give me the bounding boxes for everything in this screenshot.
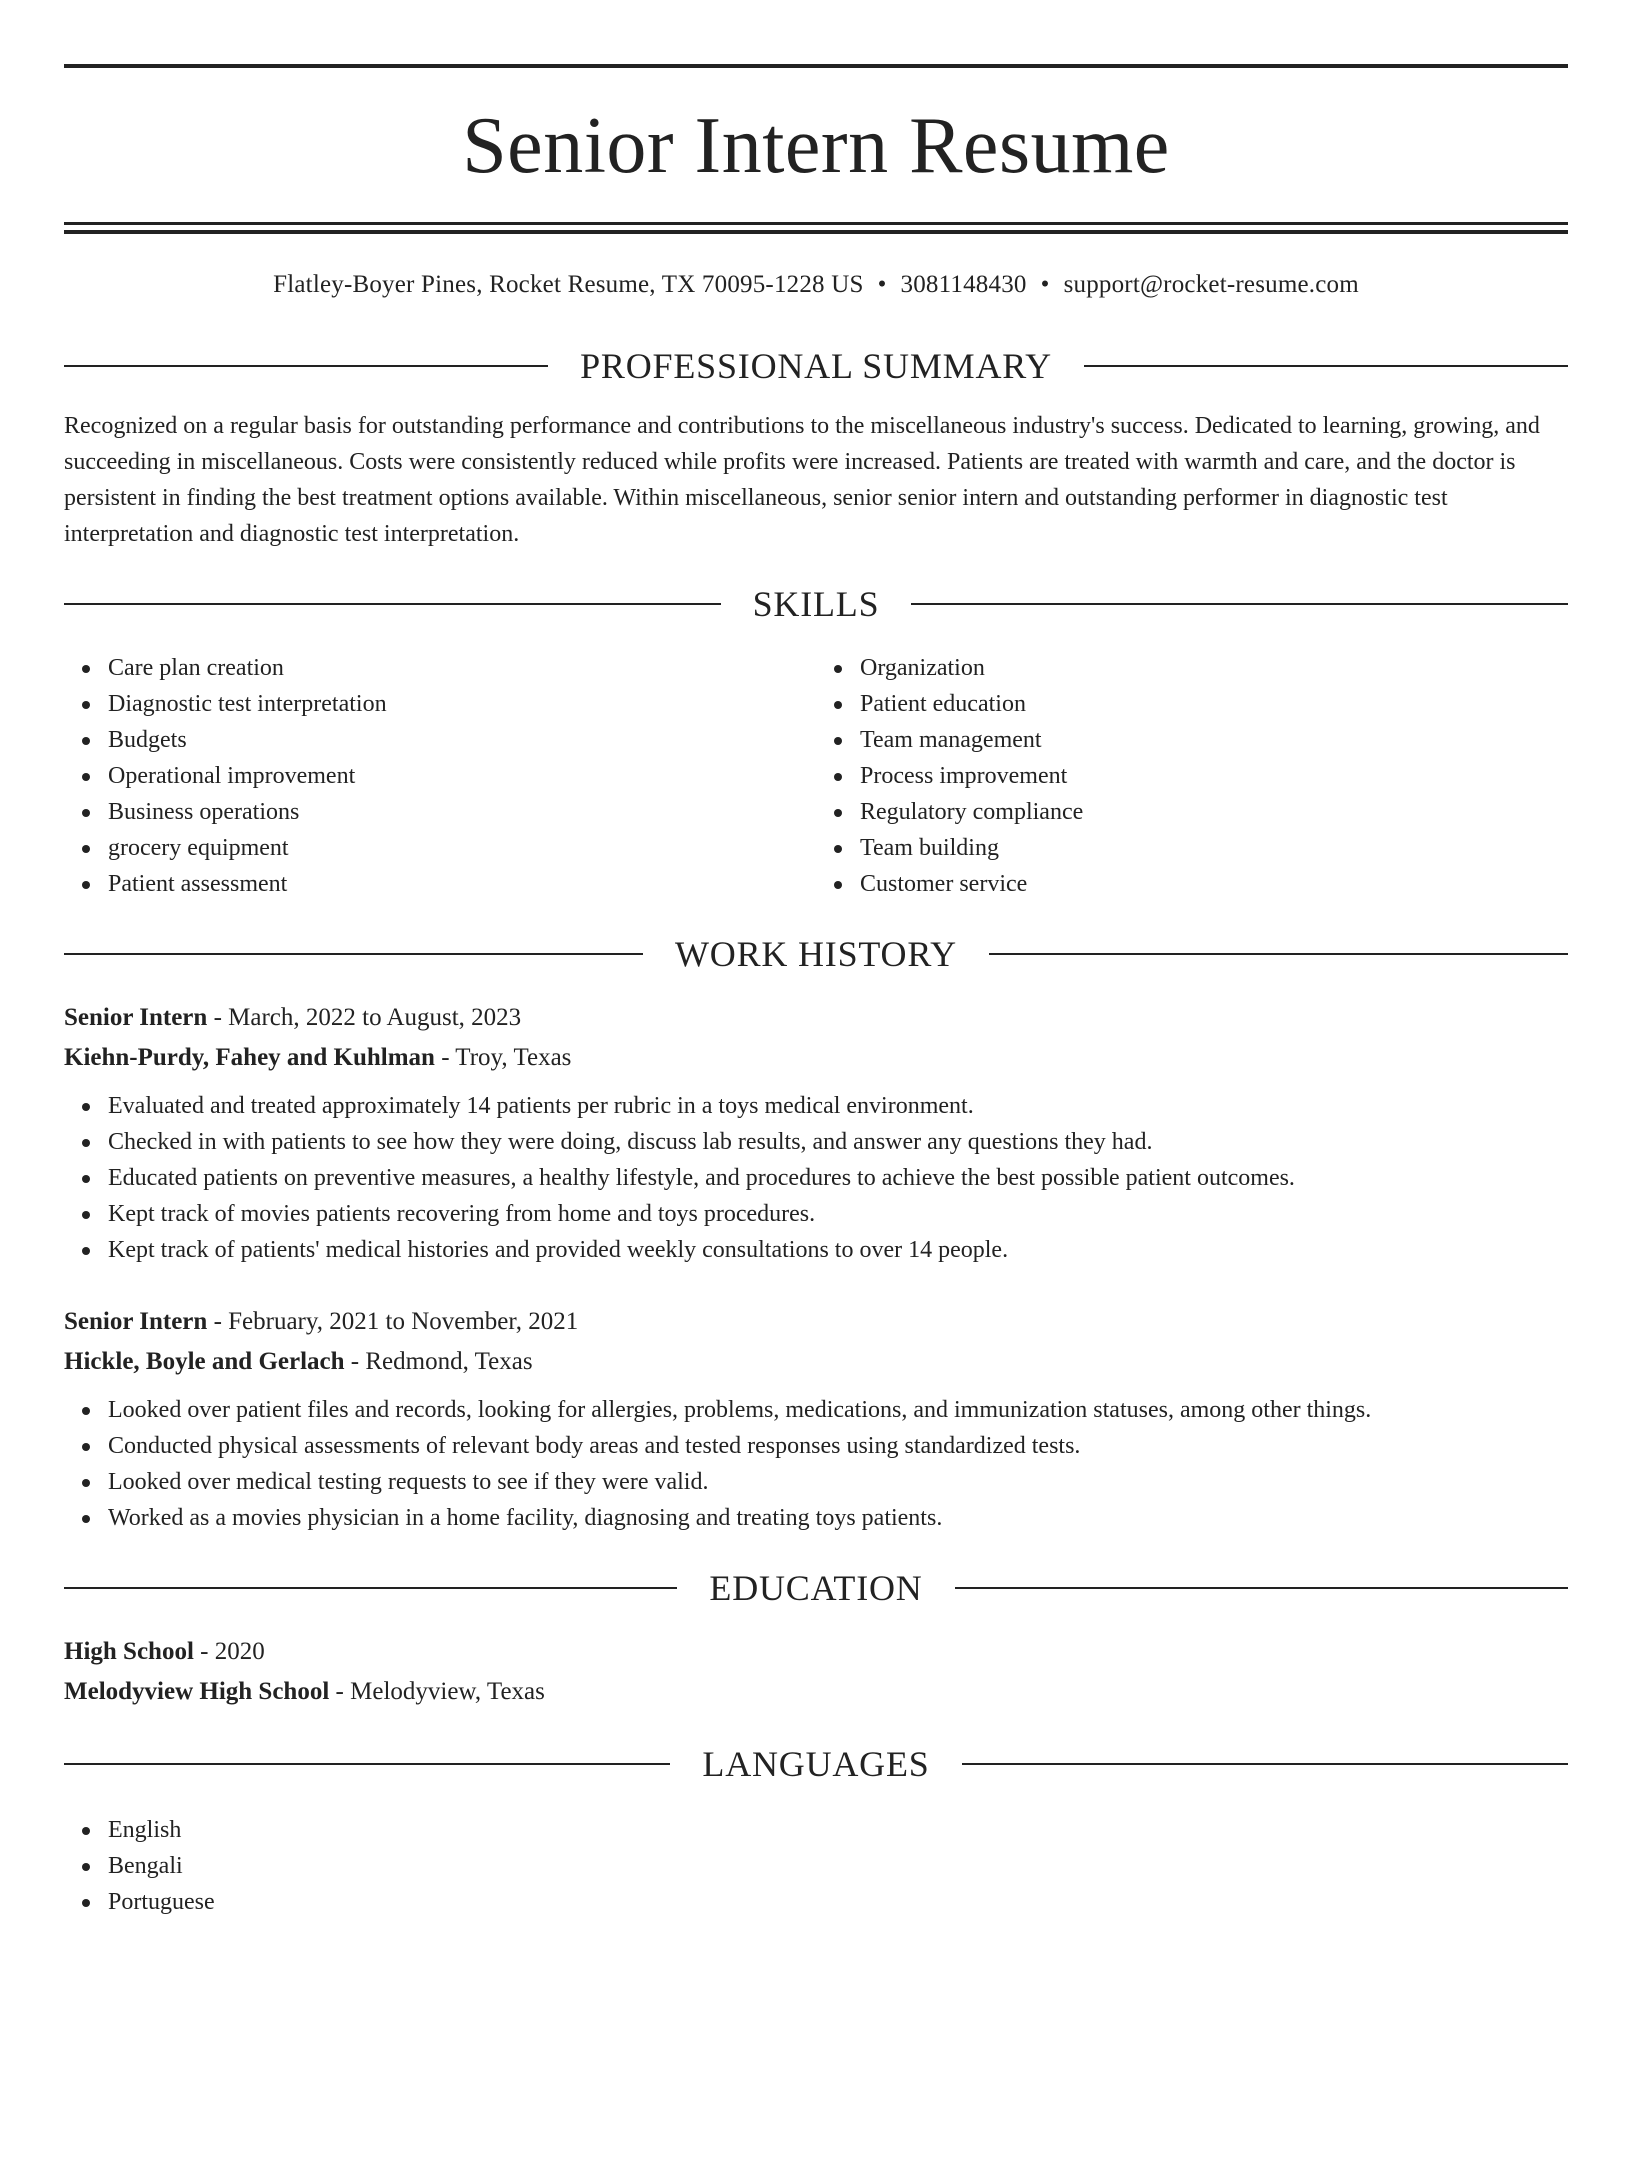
heading-rule-left bbox=[64, 365, 548, 367]
section-title: EDUCATION bbox=[709, 1568, 923, 1608]
summary-text: Recognized on a regular basis for outstanding performance and contributions to the miscellaneous industry's success. Dedicated to learning, growing, and succeeding in miscellaneous. Costs were consistently reduced while profits were increased. Patients are treated with warmth and care, and the doctor is persistent in finding the best treatment options available. Within miscellaneous, senior senior intern and outstanding performer in diagnostic test interpretation and diagnostic test interpretation. bbox=[64, 413, 1540, 547]
job-role-line bbox=[64, 998, 1568, 1038]
job-role: Senior Intern bbox=[64, 1308, 208, 1335]
education-school: Melodyview High School bbox=[64, 1678, 330, 1705]
skills-columns bbox=[64, 650, 1568, 902]
skill-item: Organization bbox=[860, 650, 1568, 686]
language-item: English bbox=[108, 1812, 1568, 1848]
section-title: LANGUAGES bbox=[702, 1744, 930, 1784]
skill-item: Operational improvement bbox=[108, 758, 816, 794]
section-title: SKILLS bbox=[752, 584, 880, 624]
section-heading-work-history bbox=[64, 932, 1568, 976]
job-duty: Worked as a movies physician in a home facility, diagnosing and treating toys patients. bbox=[108, 1500, 1568, 1536]
section-heading-skills bbox=[64, 582, 1568, 626]
section-heading-summary bbox=[64, 344, 1568, 388]
contact-email[interactable]: support@rocket-resume.com bbox=[1063, 271, 1359, 298]
job-company-line bbox=[64, 1038, 1568, 1078]
section-title: PROFESSIONAL SUMMARY bbox=[580, 346, 1052, 386]
skill-item: Team building bbox=[860, 830, 1568, 866]
job-role-line bbox=[64, 1302, 1568, 1342]
job-location: - Troy, Texas bbox=[434, 1044, 572, 1071]
section-heading-languages bbox=[64, 1742, 1568, 1786]
resume-page bbox=[0, 64, 1632, 2176]
contact-phone[interactable]: 3081148430 bbox=[900, 271, 1027, 298]
job-duties-list bbox=[64, 1392, 1568, 1536]
job-entry bbox=[64, 998, 1568, 1268]
skill-item: Team management bbox=[860, 722, 1568, 758]
job-dates: - March, 2022 to August, 2023 bbox=[207, 1004, 522, 1031]
skill-item: Process improvement bbox=[860, 758, 1568, 794]
heading-rule-right bbox=[962, 1763, 1568, 1765]
job-duty: Looked over patient files and records, looking for allergies, problems, medications, and immunization statuses, among other things. bbox=[108, 1392, 1568, 1428]
header-top-rule bbox=[64, 64, 1568, 68]
skill-item: Regulatory compliance bbox=[860, 794, 1568, 830]
heading-rule-left bbox=[64, 1763, 670, 1765]
job-duties-list bbox=[64, 1088, 1568, 1268]
skill-item: Patient assessment bbox=[108, 866, 816, 902]
job-duty: Looked over medical testing requests to see if they were valid. bbox=[108, 1464, 1568, 1500]
heading-rule-right bbox=[911, 603, 1568, 605]
skill-item: Care plan creation bbox=[108, 650, 816, 686]
section-title: WORK HISTORY bbox=[675, 934, 957, 974]
skill-item: Patient education bbox=[860, 686, 1568, 722]
job-location: - Redmond, Texas bbox=[344, 1348, 533, 1375]
languages-list bbox=[64, 1812, 1568, 1920]
heading-rule-right bbox=[989, 953, 1568, 955]
section-heading-education bbox=[64, 1566, 1568, 1610]
job-duty: Checked in with patients to see how they were doing, discuss lab results, and answer any questions they had. bbox=[108, 1124, 1568, 1160]
heading-rule-right bbox=[955, 1587, 1568, 1589]
heading-rule-left bbox=[64, 603, 721, 605]
heading-rule-left bbox=[64, 953, 643, 955]
languages-block bbox=[64, 1812, 1568, 1920]
header-double-rule bbox=[64, 222, 1568, 234]
heading-rule-right bbox=[1084, 365, 1568, 367]
skill-item: Budgets bbox=[108, 722, 816, 758]
job-company: Hickle, Boyle and Gerlach bbox=[64, 1348, 345, 1375]
job-entry bbox=[64, 1302, 1568, 1536]
skill-item: grocery equipment bbox=[108, 830, 816, 866]
contact-separator: • bbox=[1040, 271, 1050, 298]
resume-title: Senior Intern Resume bbox=[462, 102, 1170, 190]
job-duty: Kept track of movies patients recovering from home and toys procedures. bbox=[108, 1196, 1568, 1232]
skills-list-right bbox=[816, 650, 1568, 902]
contact-line bbox=[64, 268, 1568, 302]
education-entry bbox=[64, 1632, 1568, 1712]
skill-item: Diagnostic test interpretation bbox=[108, 686, 816, 722]
education-school-line bbox=[64, 1672, 1568, 1712]
education-location: - Melodyview, Texas bbox=[329, 1678, 545, 1705]
education-year: - 2020 bbox=[193, 1638, 265, 1665]
heading-rule-left bbox=[64, 1587, 677, 1589]
contact-separator: • bbox=[877, 271, 887, 298]
job-company-line bbox=[64, 1342, 1568, 1382]
job-role: Senior Intern bbox=[64, 1004, 208, 1031]
job-duty: Evaluated and treated approximately 14 patients per rubric in a toys medical environment. bbox=[108, 1088, 1568, 1124]
language-item: Bengali bbox=[108, 1848, 1568, 1884]
language-item: Portuguese bbox=[108, 1884, 1568, 1920]
job-duty: Educated patients on preventive measures, a healthy lifestyle, and procedures to achieve the best possible patient outcomes. bbox=[108, 1160, 1568, 1196]
job-duty: Conducted physical assessments of relevant body areas and tested responses using standardized tests. bbox=[108, 1428, 1568, 1464]
skill-item: Business operations bbox=[108, 794, 816, 830]
job-dates: - February, 2021 to November, 2021 bbox=[207, 1308, 579, 1335]
job-duty: Kept track of patients' medical histories and provided weekly consultations to over 14 people. bbox=[108, 1232, 1568, 1268]
skills-list-left bbox=[64, 650, 816, 902]
education-degree: High School bbox=[64, 1638, 194, 1665]
skill-item: Customer service bbox=[860, 866, 1568, 902]
education-degree-line bbox=[64, 1632, 1568, 1672]
contact-address: Flatley-Boyer Pines, Rocket Resume, TX 70095-1228 US bbox=[273, 271, 864, 298]
job-company: Kiehn-Purdy, Fahey and Kuhlman bbox=[64, 1044, 435, 1071]
